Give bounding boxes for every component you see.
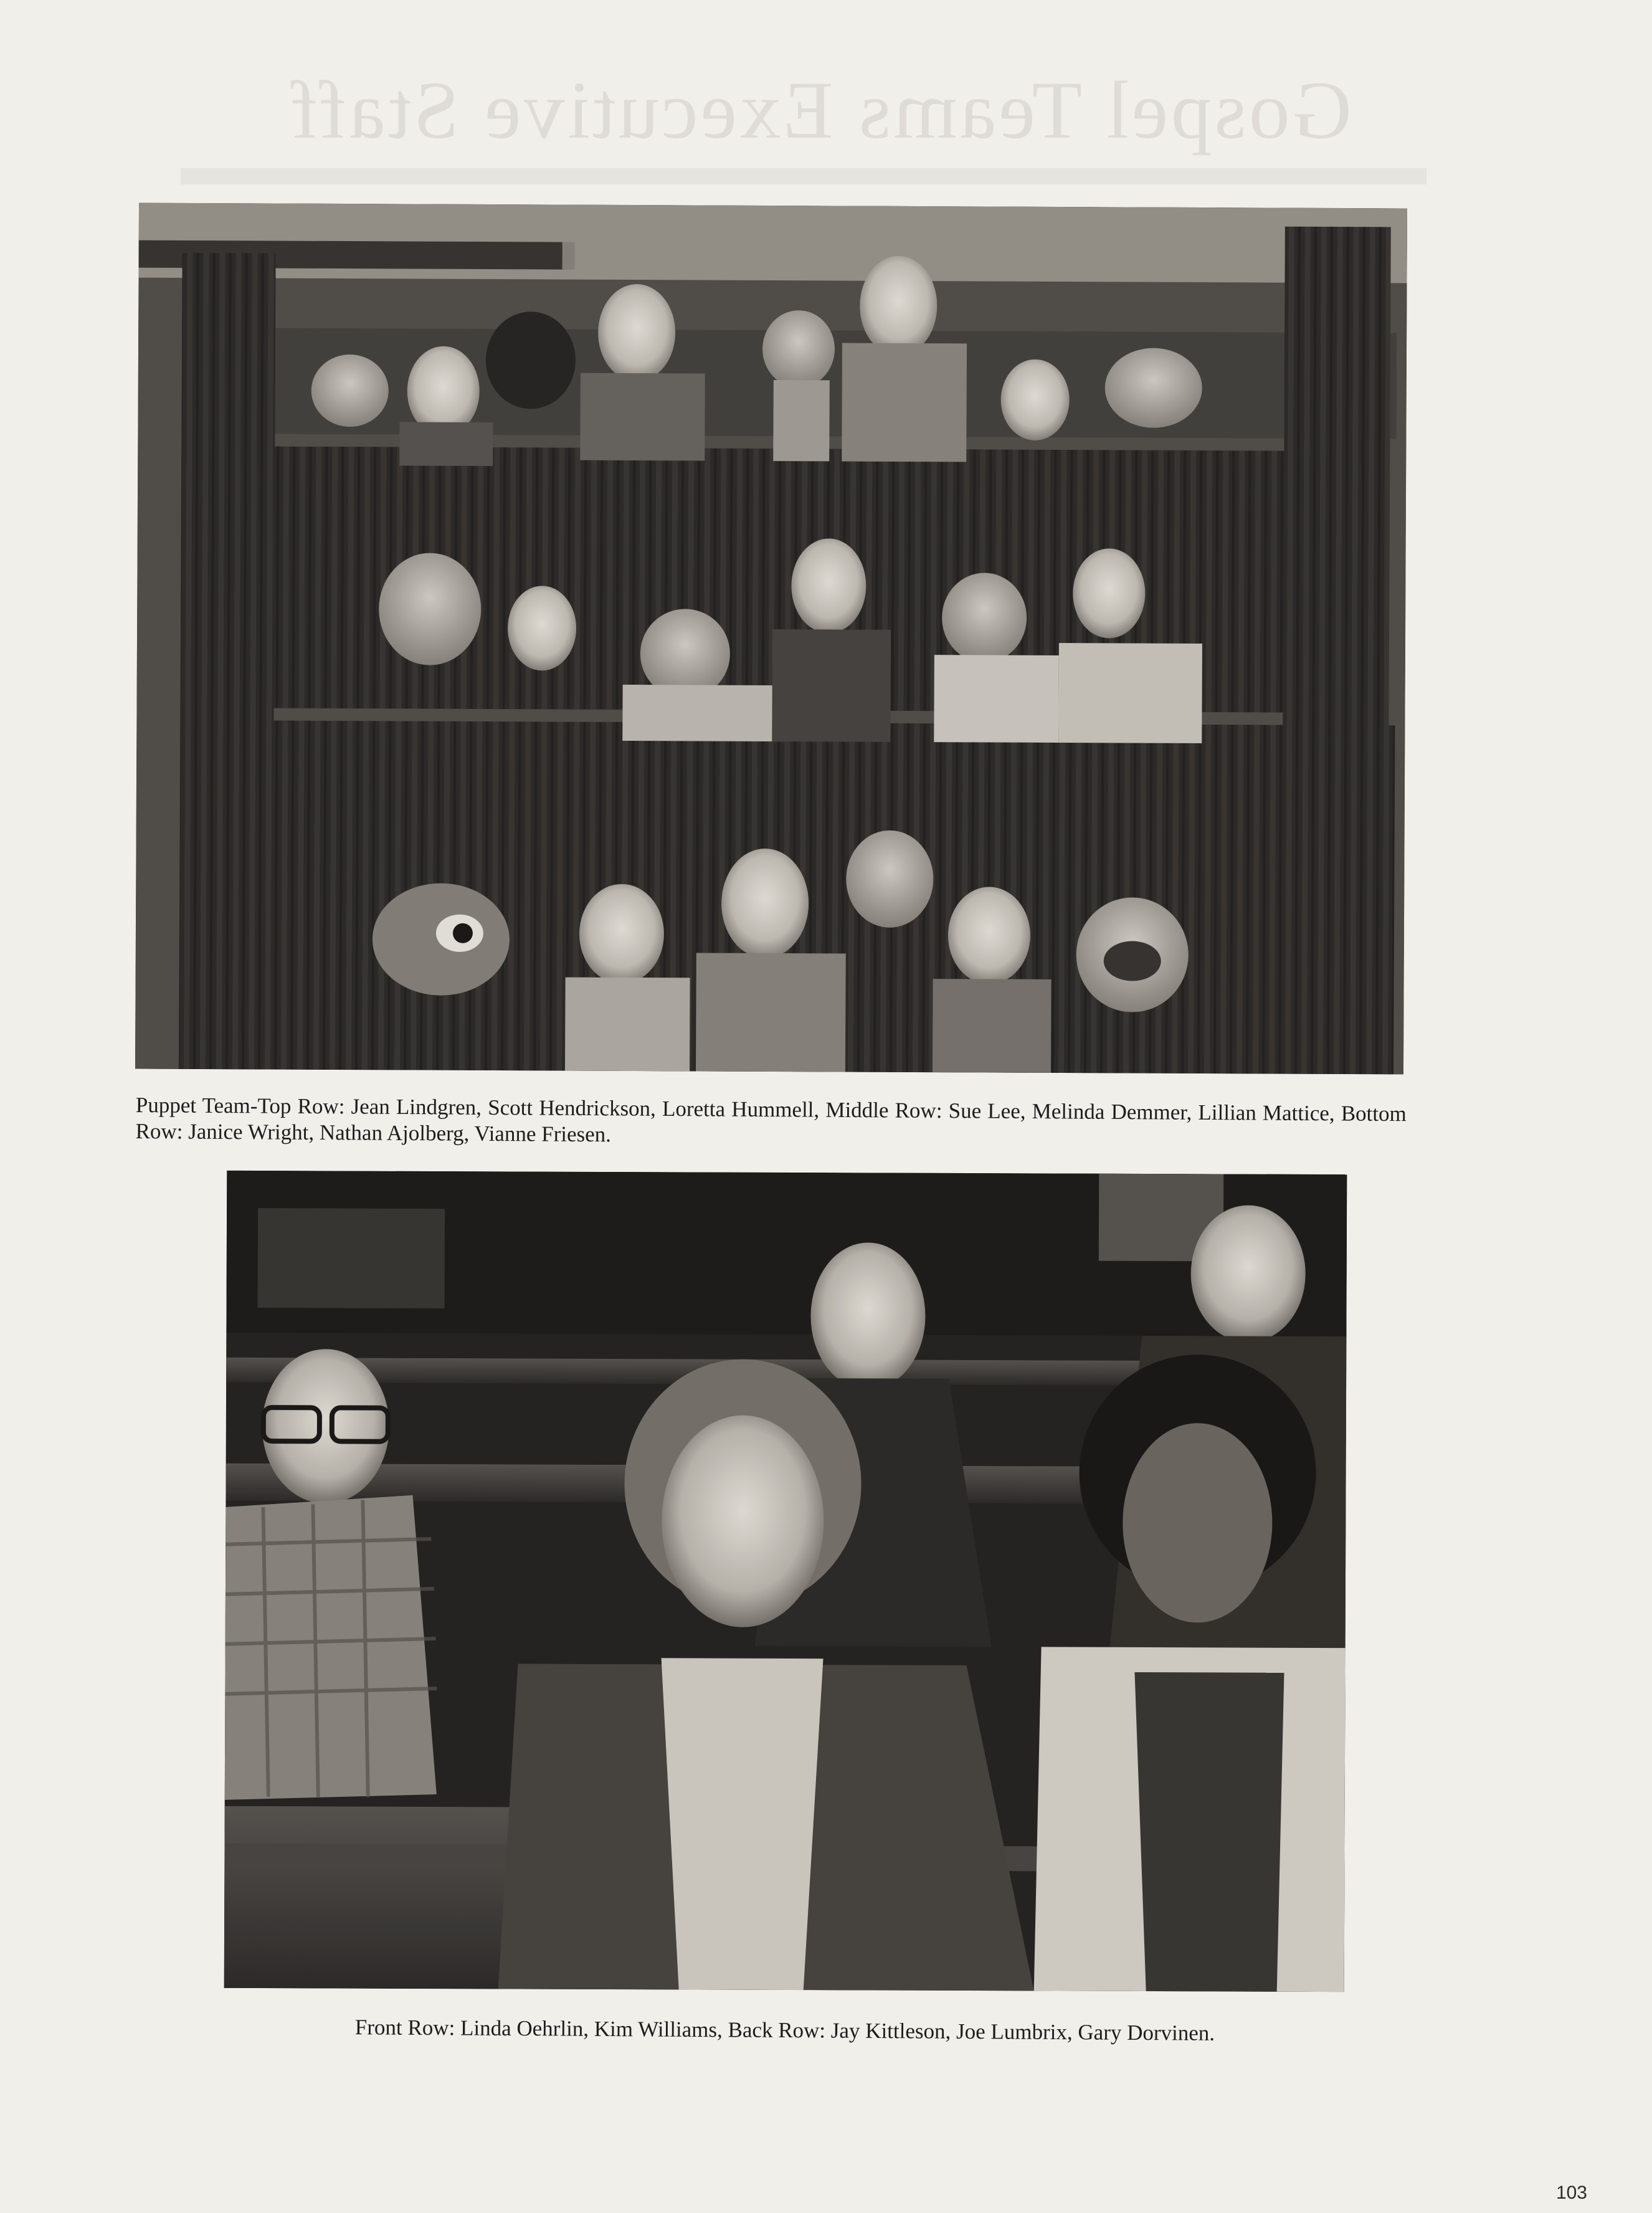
page-number: 103 [1555,2182,1587,2203]
executive-staff-photo-image [224,1171,1347,1992]
executive-staff-photo [224,1171,1347,1992]
puppet-team-photo-image [135,203,1407,1075]
bleed-through-title: Gospel Teams Executive Staff [288,64,1352,156]
executive-staff-caption: Front Row: Linda Oehrlin, Kim Williams, Back Row: Jay Kittleson, Joe Lumbrix, Gary Dorvinen. [354,2015,1215,2045]
bleed-through-rule [181,168,1427,184]
puppet-team-caption: Puppet Team-Top Row: Jean Lindgren, Scott Hendrickson, Loretta Hummell, Middle Row: Sue Lee, Melinda Demmer, Lillian Mattice, Bottom Row: Janice Wright, Nathan Ajolberg, Vianne Friesen. [135,1093,1407,1147]
puppet-team-photo [135,203,1407,1075]
